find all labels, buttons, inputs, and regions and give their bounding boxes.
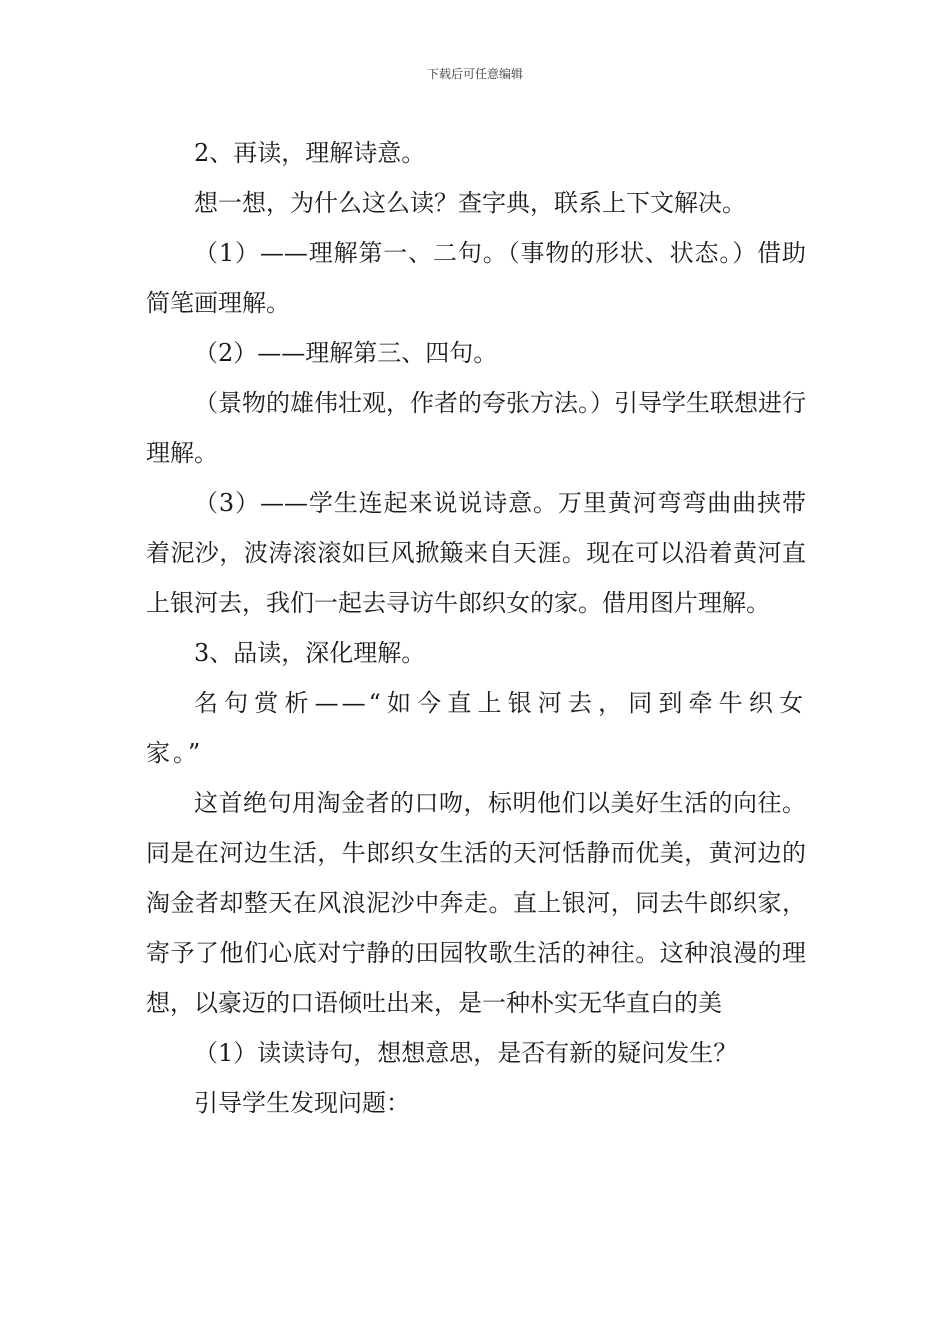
paragraph-read-question: （1）读读诗句，想想意思，是否有新的疑问发生？ [194, 1039, 738, 1067]
paragraph-famous-line: 名句赏析——“如今直上银河去，同到牵牛织女家。” [146, 689, 806, 767]
paragraph-analysis: 这首绝句用淘金者的口吻，标明他们以美好生活的向往。同是在河边生活，牛郎织女生活的天河恬静而优美，黄河边的淘金者却整天在风浪泥沙中奔走。直上银河，同去牛郎织家，寄予了他们心底对宁静的田园牧歌生活的神往。这种浪漫的理想，以豪迈的口语倾吐出来，是一种朴实无华直白的美 [146, 789, 806, 1017]
paragraph-step-1: （1）——理解第一、二句。（事物的形状、状态。）借助简笔画理解。 [146, 239, 806, 317]
paragraph-scenery-note: （景物的雄伟壮观，作者的夸张方法。）引导学生联想进行理解。 [146, 389, 806, 467]
paragraph-savor-heading: 3、品读，深化理解。 [194, 639, 426, 667]
document-body [146, 128, 806, 1128]
page-header-note: 下载后可任意编辑 [426, 67, 523, 81]
paragraph-think-question: 想一想，为什么这么读？查字典，联系上下文解决。 [194, 189, 746, 217]
paragraph-guide: 引导学生发现问题： [194, 1089, 410, 1117]
paragraph-step-3: （3）——学生连起来说说诗意。万里黄河弯弯曲曲挟带着泥沙，波涛滚滚如巨风掀簸来自天涯。现在可以沿着黄河直上银河去，我们一起去寻访牛郎织女的家。借用图片理解。 [146, 489, 806, 617]
paragraph-step-2: （2）——理解第三、四句。 [194, 339, 498, 367]
paragraph-reread-heading: 2、再读，理解诗意。 [194, 139, 426, 167]
